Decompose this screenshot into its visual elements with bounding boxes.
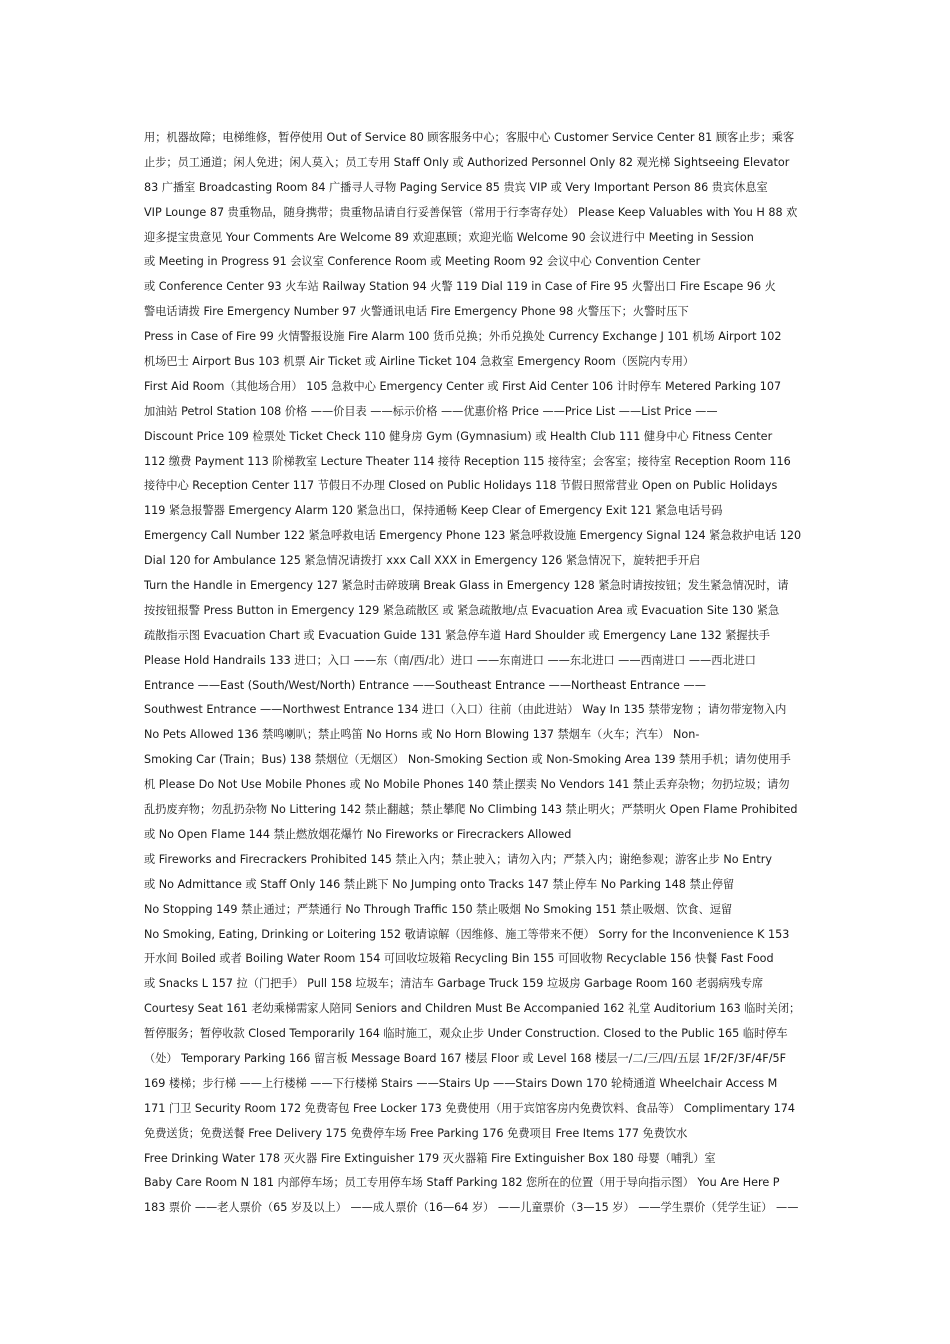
text-line: 开水间 Boiled 或者 Boiling Water Room 154 可回收垃圾箱 Recycling Bin 155 可回收物 Recyclable 156 快餐 Fast Food (144, 952, 774, 966)
text-line: Entrance ——East (South/West/North) Entrance ——Southeast Entrance ——Northeast Entrance —— (144, 678, 706, 692)
text-line: 机 Please Do Not Use Mobile Phones 或 No Mobile Phones 140 禁止摆卖 No Vendors 141 禁止丢弃杂物；勿扔垃圾；请勿 (144, 778, 790, 792)
text-line: VIP Lounge 87 贵重物品，随身携带；贵重物品请自行妥善保管（常用于行李寄存处） Please Keep Valuables with You H 88 欢 (144, 205, 798, 219)
text-line: 或 Snacks L 157 拉（门把手） Pull 158 垃圾车；清洁车 Garbage Truck 159 垃圾房 Garbage Room 160 老弱病残专席 (144, 977, 764, 991)
text-line: 112 缴费 Payment 113 阶梯教室 Lecture Theater 114 接待 Reception 115 接待室；会客室；接待室 Reception Room 116 (144, 454, 791, 468)
text-line: 或 No Admittance 或 Staff Only 146 禁止跳下 No Jumping onto Tracks 147 禁止停车 No Parking 148 禁止停留 (144, 877, 735, 891)
text-line: （处） Temporary Parking 166 留言板 Message Board 167 楼层 Floor 或 Level 168 楼层一/二/三/四/五层 1F/2F/3F/4F/5F (144, 1051, 787, 1065)
text-line (144, 1221, 814, 1246)
text-line: 171 门卫 Security Room 172 免费寄包 Free Locker 173 免费使用（用于宾馆客房内免费饮料、食品等） Complimentary 174 (144, 1101, 795, 1115)
text-line: 183 票价 ——老人票价（65 岁及以上） ——成人票价（16—64 岁） ——儿童票价（3—15 岁） ——学生票价（凭学生证） —— (144, 1201, 799, 1215)
text-line: 免费送货；免费送餐 Free Delivery 175 免费停车场 Free Parking 176 免费项目 Free Items 177 免费饮水 (144, 1126, 688, 1140)
text-line: Baby Care Room N 181 内部停车场；员工专用停车场 Staff Parking 182 您所在的位置（用于导向指示图） You Are Here P (144, 1176, 780, 1190)
text-line: 或 No Open Flame 144 禁止燃放烟花爆竹 No Fireworks or Firecrackers Allowed (144, 827, 572, 841)
text-line: 或 Conference Center 93 火车站 Railway Station 94 火警 119 Dial 119 in Case of Fire 95 火警出口 Fire Escape 96 火 (144, 280, 776, 294)
text-line: 疏散指示图 Evacuation Chart 或 Evacuation Guide 131 紧急停车道 Hard Shoulder 或 Emergency Lane 132 紧握扶手 (144, 628, 770, 642)
text-line: Press in Case of Fire 99 火情警报设施 Fire Alarm 100 货币兑换；外币兑换处 Currency Exchange J 101 机场 Airport 102 (144, 330, 782, 344)
text-line: No Stopping 149 禁止通过；严禁通行 No Through Traffic 150 禁止吸烟 No Smoking 151 禁止吸烟、饮食、逗留 (144, 902, 733, 916)
text-line: No Smoking, Eating, Drinking or Loitering 152 敬请谅解（因维修、施工等带来不便） Sorry for the Inconvenience K 153 (144, 927, 790, 941)
text-line: 加油站 Petrol Station 108 价格 ——价目表 ——标示价格 ——优惠价格 Price ——Price List ——List Price —— (144, 404, 718, 418)
text-line: Dial 120 for Ambulance 125 紧急情况请拨打 xxx Call XXX in Emergency 126 紧急情况下，旋转把手开启 (144, 554, 701, 568)
text-line: Free Drinking Water 178 灭火器 Fire Extinguisher 179 灭火器箱 Fire Extinguisher Box 180 母婴（哺乳）室 (144, 1151, 716, 1165)
text-line: 169 楼梯；步行梯 ——上行楼梯 ——下行楼梯 Stairs ——Stairs Up ——Stairs Down 170 轮椅通道 Wheelchair Access M (144, 1076, 778, 1090)
text-line: First Aid Room（其他场合用） 105 急救中心 Emergency Center 或 First Aid Center 106 计时停车 Metered Parking 107 (144, 379, 782, 393)
document-body (144, 126, 814, 1246)
text-line: 83 广播室 Broadcasting Room 84 广播寻人寻物 Paging Service 85 贵宾 VIP 或 Very Important Person 86 贵宾休息室 (144, 180, 768, 194)
text-line: 止步；员工通道；闲人免进；闲人莫入；员工专用 Staff Only 或 Authorized Personnel Only 82 观光梯 Sightseeing Elevator (144, 155, 790, 169)
text-line: Discount Price 109 检票处 Ticket Check 110 健身房 Gym (Gymnasium) 或 Health Club 111 健身中心 Fitness Center (144, 429, 773, 443)
text-line: 119 紧急报警器 Emergency Alarm 120 紧急出口，保持通畅 Keep Clear of Emergency Exit 121 紧急电话号码 (144, 504, 723, 518)
text-line: No Pets Allowed 136 禁鸣喇叭；禁止鸣笛 No Horns 或 No Horn Blowing 137 禁烟车（火车；汽车） Non- (144, 728, 700, 742)
text-line: 机场巴士 Airport Bus 103 机票 Air Ticket 或 Airline Ticket 104 急救室 Emergency Room（医院内专用） (144, 355, 695, 369)
text-line: 或 Meeting in Progress 91 会议室 Conference Room 或 Meeting Room 92 会议中心 Convention Center (144, 255, 701, 269)
text-line: 乱扔废弃物；勿乱扔杂物 No Littering 142 禁止翻越；禁止攀爬 No Climbing 143 禁止明火；严禁明火 Open Flame Prohibited (144, 803, 798, 817)
text-line: 用；机器故障；电梯维修，暂停使用 Out of Service 80 顾客服务中心；客服中心 Customer Service Center 81 顾客止步；乘客 (144, 131, 795, 144)
text-line: 警电话请拨 Fire Emergency Number 97 火警通讯电话 Fire Emergency Phone 98 火警压下；火警时压下 (144, 305, 689, 319)
text-line: 或 Fireworks and Firecrackers Prohibited 145 禁止入内；禁止驶入；请勿入内；严禁入内；谢绝参观；游客止步 No Entry (144, 852, 772, 866)
text-line: Emergency Call Number 122 紧急呼救电话 Emergency Phone 123 紧急呼救设施 Emergency Signal 124 紧急救护电话 120 (144, 529, 802, 543)
text-line: Smoking Car (Train；Bus) 138 禁烟位（无烟区） Non-Smoking Section 或 Non-Smoking Area 139 禁用手机；请勿使用手 (144, 753, 791, 767)
text-line: Courtesy Seat 161 老幼乘梯需家人陪同 Seniors and Children Must Be Accompanied 162 礼堂 Auditorium 163 临时关闭； (144, 1002, 801, 1016)
text-line: Turn the Handle in Emergency 127 紧急时击碎玻璃 Break Glass in Emergency 128 紧急时请按按钮；发生紧急情况时，请 (144, 579, 789, 593)
text-line: 暂停服务；暂停收款 Closed Temporarily 164 临时施工，观众止步 Under Construction. Closed to the Public 165 临时停车 (144, 1027, 788, 1041)
text-line: 接待中心 Reception Center 117 节假日不办理 Closed on Public Holidays 118 节假日照常营业 Open on Public Holidays (144, 479, 778, 493)
text-line: Please Hold Handrails 133 进口；入口 ——东（南/西/北）进口 ——东南进口 ——东北进口 ——西南进口 ——西北进口 (144, 653, 756, 667)
text-line: 迎多提宝贵意见 Your Comments Are Welcome 89 欢迎惠顾；欢迎光临 Welcome 90 会议进行中 Meeting in Session (144, 230, 754, 244)
text-line: 按按钮报警 Press Button in Emergency 129 紧急疏散区 或 紧急疏散地/点 Evacuation Area 或 Evacuation Site 130 紧急 (144, 603, 780, 617)
text-line: Southwest Entrance ——Northwest Entrance 134 进口（入口）往前（由此进站） Way In 135 禁带宠物 ；请勿带宠物入内 (144, 703, 787, 717)
